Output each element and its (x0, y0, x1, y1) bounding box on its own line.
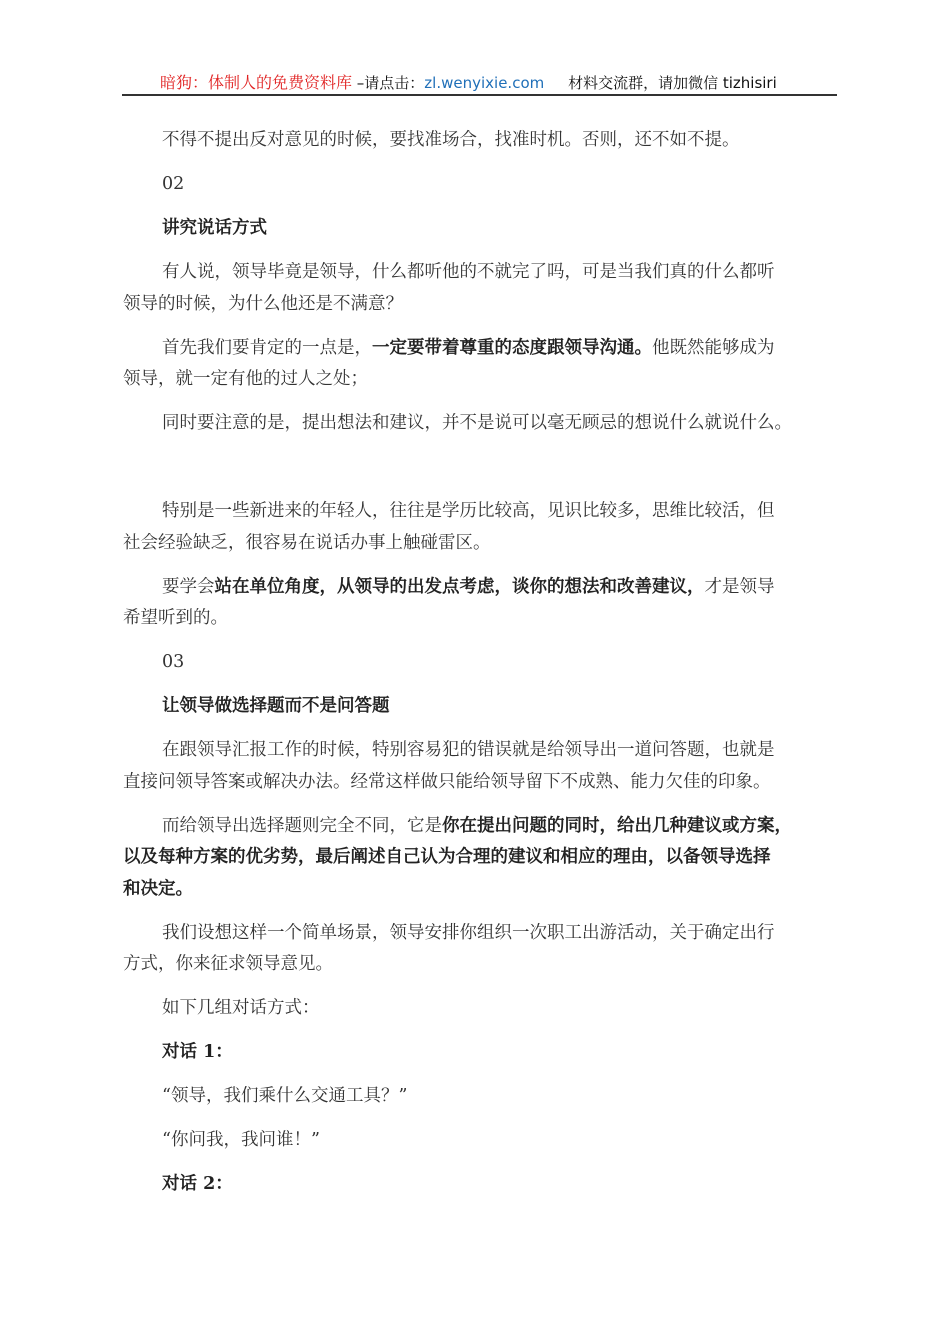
section-heading (123, 691, 848, 723)
section-heading (123, 213, 848, 245)
text-line: 让领导做选择题而不是问答题 (162, 696, 390, 716)
paragraph (123, 918, 848, 981)
text-line: 方式，你来征求领导意见。 (123, 954, 333, 974)
text-segment: 首先我们要肯定的一点是， (162, 337, 372, 358)
text-line: 我们设想这样一个简单场景，领导安排你组织一次职工出游活动，关于确定出行 (162, 922, 775, 943)
section-number (123, 647, 848, 679)
text-line: 不得不提出反对意见的时候，要找准场合，找准时机。否则，还不如不提。 (162, 130, 740, 150)
text-line: 直接问领导答案或解决办法。经常这样做只能给领导留下不成熟、能力欠佳的印象。 (123, 771, 771, 792)
paragraph (123, 408, 848, 440)
bold-text: 你在提出问题的同时，给出几种建议或方案， (442, 815, 792, 836)
text-line: 如下几组对话方式： (162, 998, 320, 1018)
section-number (123, 169, 848, 201)
text-line: 03 (162, 652, 185, 672)
text-line: 02 (162, 174, 185, 194)
text-line: 特别是一些新进来的年轻人，往往是学历比较高，见识比较多，思维比较活，但 (162, 501, 775, 521)
text-line (123, 811, 848, 843)
text-line: 领导，就一定有他的过人之处； (123, 369, 368, 389)
text-line: 对话 2： (162, 1174, 233, 1194)
paragraph (123, 993, 848, 1025)
dialogue-label (123, 1037, 848, 1069)
paragraph (123, 572, 848, 635)
text-line (123, 572, 848, 604)
text-line: “你问我，我问谁！” (162, 1130, 320, 1150)
paragraph (123, 735, 848, 798)
dialogue-line (123, 1125, 848, 1157)
text-line: 社会经验缺乏，很容易在说话办事上触碰雷区。 (123, 532, 491, 553)
header-url-link[interactable]: zl.wenyixie.com (424, 74, 545, 92)
bold-text: 以及每种方案的优劣势，最后阐述自己认为合理的建议和相应的理由，以备领导选择 (123, 847, 771, 867)
bold-text: 一定要带着尊重的态度跟领导沟通。 (372, 337, 652, 358)
text-line (123, 333, 848, 365)
paragraph (123, 496, 848, 559)
dialogue-label (123, 1169, 848, 1201)
text-line: 领导的时候，为什么他还是不满意？ (123, 293, 403, 314)
text-segment: 他既然能够成为 (652, 337, 775, 358)
text-line: 希望听到的。 (123, 608, 228, 628)
text-line: 讲究说话方式 (162, 218, 267, 238)
paragraph (123, 811, 848, 906)
blank-line (123, 452, 848, 484)
document-body (123, 125, 848, 1213)
dialogue-line (123, 1081, 848, 1113)
text-line: 有人说，领导毕竟是领导，什么都听他的不就完了吗，可是当我们真的什么都听 (162, 262, 775, 282)
page-header (122, 68, 837, 96)
paragraph (123, 333, 848, 396)
text-line: 在跟领导汇报工作的时候，特别容易犯的错误就是给领导出一道问答题，也就是 (162, 740, 775, 760)
text-line: 对话 1： (162, 1042, 233, 1062)
bold-text: 和决定。 (123, 878, 193, 899)
paragraph (123, 125, 848, 157)
header-title: 暗狗：体制人的免费资料库 (160, 73, 353, 92)
header-group-text: 材料交流群，请加微信 tizhisiri (568, 74, 777, 92)
bold-text: 站在单位角度，从领导的出发点考虑，谈你的想法和改善建议， (214, 576, 705, 597)
text-line: “领导，我们乘什么交通工具？” (162, 1086, 408, 1106)
text-line: 同时要注意的是，提出想法和建议，并不是说可以毫无顾忌的想说什么就说什么。 (162, 413, 792, 433)
text-segment: 才是领导 (704, 576, 775, 597)
text-segment: 而给领导出选择题则完全不同，它是 (162, 815, 442, 836)
text-segment: 要学会 (162, 576, 215, 597)
paragraph (123, 257, 848, 320)
header-click-text: –请点击： (352, 74, 425, 92)
